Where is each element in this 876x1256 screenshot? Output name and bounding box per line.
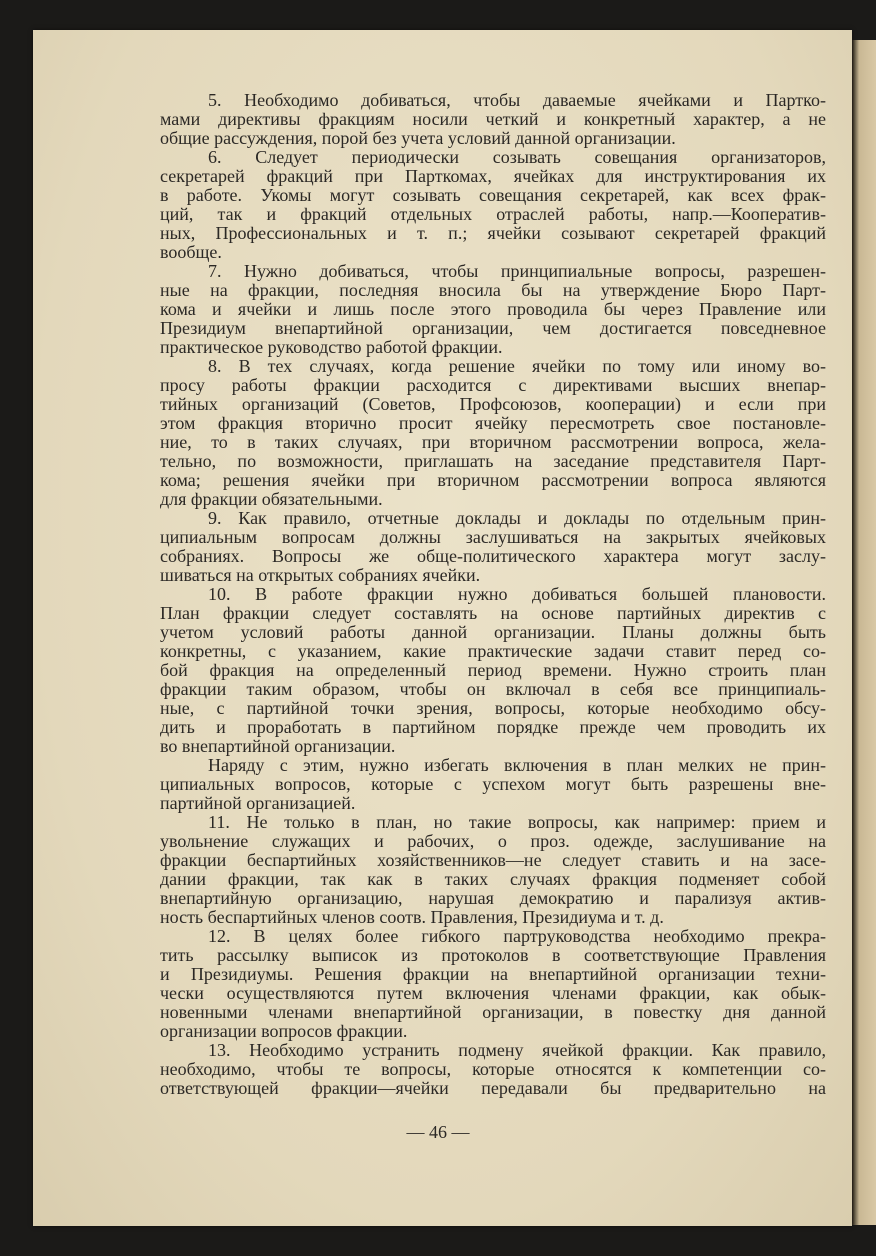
- text-line: просу работы фракции расходится с директивами высших внепар-: [160, 376, 826, 395]
- adjacent-page-edge: [852, 40, 876, 1225]
- text-line: увольнение служащих и рабочих, о проз. одежде, заслушивание на: [160, 832, 826, 851]
- paragraph: [160, 148, 826, 262]
- text-line: Президиум внепартийной организации, чем достигается повседневное: [160, 319, 826, 338]
- text-line: 9. Как правило, отчетные доклады и доклады по отдельным прин-: [208, 509, 826, 528]
- body-text: [160, 91, 826, 1098]
- paragraph: [160, 91, 826, 148]
- text-line: План фракции следует составлять на основе партийных директив с: [160, 604, 826, 623]
- text-line: ответствующей фракции—ячейки передавали бы предварительно на: [160, 1079, 826, 1098]
- text-line: кома и ячейки и лишь после этого проводила бы через Правление или: [160, 300, 826, 319]
- text-line: секретарей фракций при Парткомах, ячейках для инструктирования их: [160, 167, 826, 186]
- text-line: шиваться на открытых собраниях ячейки.: [160, 566, 481, 585]
- text-line: 11. Не только в план, но такие вопросы, как например: прием и: [208, 813, 826, 832]
- text-line: 12. В целях более гибкого партруководства необходимо прекра-: [208, 927, 826, 946]
- text-line: общие рассуждения, порой без учета условий данной организации.: [160, 129, 676, 148]
- text-line: тельно, по возможности, приглашать на заседание представителя Парт-: [160, 452, 826, 471]
- text-line: кома; решения ячейки при вторичном рассмотрении вопроса являются: [160, 471, 826, 490]
- text-line: ций, так и фракций отдельных отраслей работы, напр.—Кооператив-: [160, 205, 826, 224]
- paragraph: [160, 927, 826, 1041]
- text-line: мами директивы фракциям носили четкий и конкретный характер, а не: [160, 110, 826, 129]
- text-line: бой фракция на определенный период времени. Нужно строить план: [160, 661, 826, 680]
- paragraph: [160, 756, 826, 813]
- text-line: вообще.: [160, 243, 222, 262]
- text-line: практическое руководство работой фракции.: [160, 338, 503, 357]
- text-line: чески осуществляются путем включения членами фракции, как обык-: [160, 984, 826, 1003]
- text-line: ципиальным вопросам должны заслушиваться на закрытых ячейковых: [160, 528, 826, 547]
- text-line: 7. Нужно добиваться, чтобы принципиальные вопросы, разрешен-: [208, 262, 826, 281]
- text-line: фракции таким образом, чтобы он включал в себя все принципиаль-: [160, 680, 826, 699]
- paragraph: [160, 262, 826, 357]
- paragraph: [160, 585, 826, 756]
- page-number: — 46 —: [406, 1122, 470, 1142]
- paragraph: [160, 813, 826, 927]
- text-line: ние, то в таких случаях, при вторичном рассмотрении вопроса, жела-: [160, 433, 826, 452]
- text-line: ных, Профессиональных и т. п.; ячейки созывают секретарей фракций: [160, 224, 826, 243]
- text-line: 6. Следует периодически созывать совещания организаторов,: [208, 148, 826, 167]
- text-line: тийных организаций (Советов, Профсоюзов, кооперации) и если при: [160, 395, 826, 414]
- text-line: организации вопросов фракции.: [160, 1022, 408, 1041]
- paragraph: [160, 357, 826, 509]
- text-line: учетом условий работы данной организации. Планы должны быть: [160, 623, 826, 642]
- paragraph: [160, 1041, 826, 1098]
- text-line: для фракции обязательными.: [160, 490, 383, 509]
- text-line: ные на фракции, последняя вносила бы на утверждение Бюро Парт-: [160, 281, 826, 300]
- text-line: 10. В работе фракции нужно добиваться большей плановости.: [208, 585, 826, 604]
- text-line: конкретны, с указанием, какие практические задачи ставит перед со-: [160, 642, 826, 661]
- text-line: ность беспартийных членов соотв. Правления, Президиума и т. д.: [160, 908, 664, 927]
- text-line: тить рассылку выписок из протоколов в соответствующие Правления: [160, 946, 826, 965]
- text-line: внепартийную организацию, нарушая демократию и парализуя актив-: [160, 889, 826, 908]
- paragraph: [160, 509, 826, 585]
- text-line: и Президиумы. Решения фракции на внепартийной организации техни-: [160, 965, 826, 984]
- text-line: ципиальных вопросов, которые с успехом могут быть разрешены вне-: [160, 775, 826, 794]
- text-line: в работе. Укомы могут созывать совещания секретарей, как всех фрак-: [160, 186, 826, 205]
- text-line: собраниях. Вопросы же обще-политического характера могут заслу-: [160, 547, 826, 566]
- text-line: во внепартийной организации.: [160, 737, 396, 756]
- text-line: новенными членами внепартийной организации, в повестку дня данной: [160, 1003, 826, 1022]
- text-line: дить и проработать в партийном порядке прежде чем проводить их: [160, 718, 826, 737]
- text-line: Наряду с этим, нужно избегать включения в план мелких не прин-: [208, 756, 826, 775]
- text-line: ные, с партийной точки зрения, вопросы, которые необходимо обсу-: [160, 699, 826, 718]
- text-line: 5. Необходимо добиваться, чтобы даваемые ячейками и Партко-: [208, 91, 826, 110]
- text-line: этом фракция вторично просит ячейку пересмотреть свое постановле-: [160, 414, 826, 433]
- text-line: дании фракции, так как в таких случаях фракция подменяет собой: [160, 870, 826, 889]
- text-line: фракции беспартийных хозяйственников—не следует ставить и на засе-: [160, 851, 826, 870]
- text-line: 8. В тех случаях, когда решение ячейки по тому или иному во-: [208, 357, 826, 376]
- text-line: партийной организацией.: [160, 794, 356, 813]
- text-line: 13. Необходимо устранить подмену ячейкой фракции. Как правило,: [208, 1041, 826, 1060]
- text-line: необходимо, чтобы те вопросы, которые относятся к компетенции со-: [160, 1060, 826, 1079]
